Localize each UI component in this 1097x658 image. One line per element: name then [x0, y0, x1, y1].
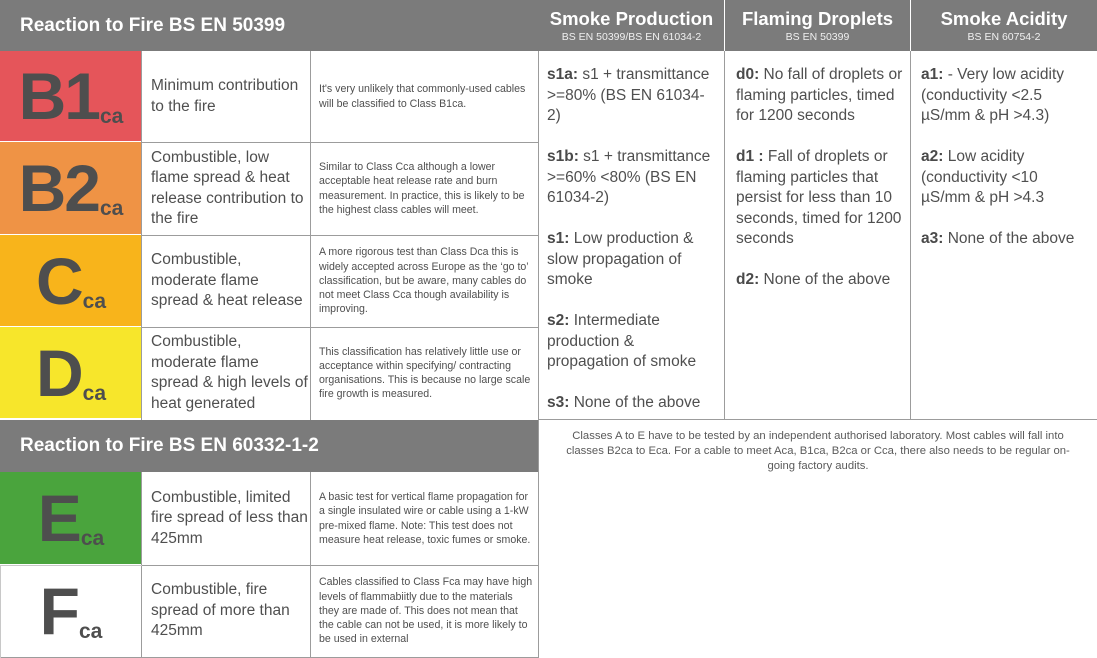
column-title: Smoke Production — [549, 7, 714, 29]
divider — [539, 419, 1097, 420]
criteria-item: d0: No fall of droplets or flaming particles, timed for 1200 seconds — [736, 66, 903, 124]
section-header-bs-en-60332 — [0, 420, 539, 472]
class-label-f: F ca — [39, 573, 103, 648]
class-description: Combustible, fire spread of more than 425mm — [151, 581, 290, 640]
class-label-e: E ca — [37, 481, 105, 555]
footnote: Classes A to E have to be tested by an independent authorised laboratory. Most cables will fall into classes B2ca to Eca. For a cable to meet Aca, B1ca, B2ca or Cca, there also needs to be regular on-going factory audits. — [566, 430, 1070, 472]
divider — [142, 235, 538, 236]
section-title: Reaction to Fire BS EN 50399 — [20, 14, 286, 36]
column-subtitle: BS EN 50399 — [785, 30, 850, 43]
class-note: Cables classified to Class Fca may have high levels of flammabiitly due to the materials they are made of. This does not mean that the cable can not be used, it is more likely to be used in external — [319, 576, 533, 646]
criteria-column-smoke-production — [539, 65, 725, 434]
class-description: Combustible, low flame spread & heat release contribution to the fire — [151, 148, 304, 227]
class-note: A basic test for vertical flame propagation for a single insulated wire or cable using a 1-kW pre-mixed flame. Note: This test does not measure heat release, toxic fumes or smoke. — [319, 491, 531, 546]
column-header-flaming-droplets — [725, 0, 911, 51]
criteria-item: s1b: s1 + transmittance >=60% <80% (BS EN 61034-2) — [547, 148, 711, 206]
class-swatch-b1 — [0, 51, 142, 142]
divider — [142, 142, 538, 143]
divider — [0, 565, 142, 566]
criteria-item: a3: None of the above — [921, 230, 1075, 247]
column-title: Smoke Acidity — [940, 7, 1068, 29]
column-subtitle: BS EN 60754-2 — [967, 30, 1041, 43]
divider — [724, 51, 725, 420]
class-swatch-f — [0, 565, 142, 657]
class-swatch-b2 — [0, 142, 142, 235]
criteria-item: a2: Low acidity (conductivity <10 µS/mm & pH >4.3 — [921, 148, 1045, 206]
class-description: Combustible, moderate flame spread & high levels of heat generated — [151, 333, 308, 412]
divider — [142, 565, 538, 566]
criteria-item: d1 : Fall of droplets or flaming particles that persist for less than 10 seconds, timed for 1200 seconds — [736, 148, 902, 247]
class-note: This classification has relatively little use or acceptance within specifying/ contracting organisations. This is because no large scale fire growth is measured. — [319, 345, 531, 401]
column-header-smoke-production — [539, 0, 725, 51]
class-note: A more rigorous test than Class Dca this is widely accepted across Europe as the ‘go to’ classification, but be aware, many cables do not meet Class Cca though availability is improving. — [319, 246, 529, 316]
class-note: It's very unlikely that commonly-used cables will be classified to Class B1ca. — [319, 83, 526, 110]
class-swatch-c — [0, 235, 142, 327]
criteria-item: s3: None of the above — [547, 394, 701, 411]
class-label-b2: B2 ca — [18, 151, 124, 225]
class-swatch-e — [0, 472, 142, 565]
criteria-column-flaming-droplets — [725, 65, 911, 311]
criteria-item: d2: None of the above — [736, 271, 891, 288]
criteria-item: s2: Intermediate production & propagation of smoke — [547, 312, 697, 370]
criteria-item: s1a: s1 + transmittance >=80% (BS EN 61034-2) — [547, 66, 710, 124]
class-swatch-d — [0, 327, 142, 419]
divider — [910, 51, 911, 420]
class-note: Similar to Class Cca although a lower acceptable heat release rate and burn measurement. In practice, this is likely to be the highest class cables will meet. — [319, 161, 525, 216]
column-title: Flaming Droplets — [741, 7, 894, 29]
class-description: Minimum contribution to the fire — [151, 77, 299, 115]
divider — [0, 565, 1, 658]
section-title: Reaction to Fire BS EN 60332-1-2 — [20, 435, 319, 456]
column-subtitle: BS EN 50399/BS EN 61034-2 — [561, 30, 702, 43]
criteria-item: a1: - Very low acidity (conductivity <2.5 µS/mm & pH >4.3) — [921, 66, 1065, 124]
criteria-column-smoke-acidity — [911, 65, 1097, 270]
divider — [142, 327, 538, 328]
class-label-d: D ca — [35, 335, 107, 410]
class-description: Combustible, limited fire spread of less than 425mm — [151, 488, 308, 547]
divider — [538, 51, 539, 658]
section-header-bs-en-50399 — [0, 0, 539, 51]
class-description: Combustible, moderate flame spread & heat release — [151, 251, 303, 310]
column-header-smoke-acidity — [911, 0, 1097, 51]
class-label-b1: B1 ca — [18, 59, 124, 133]
class-label-c: C ca — [35, 243, 107, 318]
criteria-item: s1: Low production & slow propagation of smoke — [547, 230, 694, 288]
